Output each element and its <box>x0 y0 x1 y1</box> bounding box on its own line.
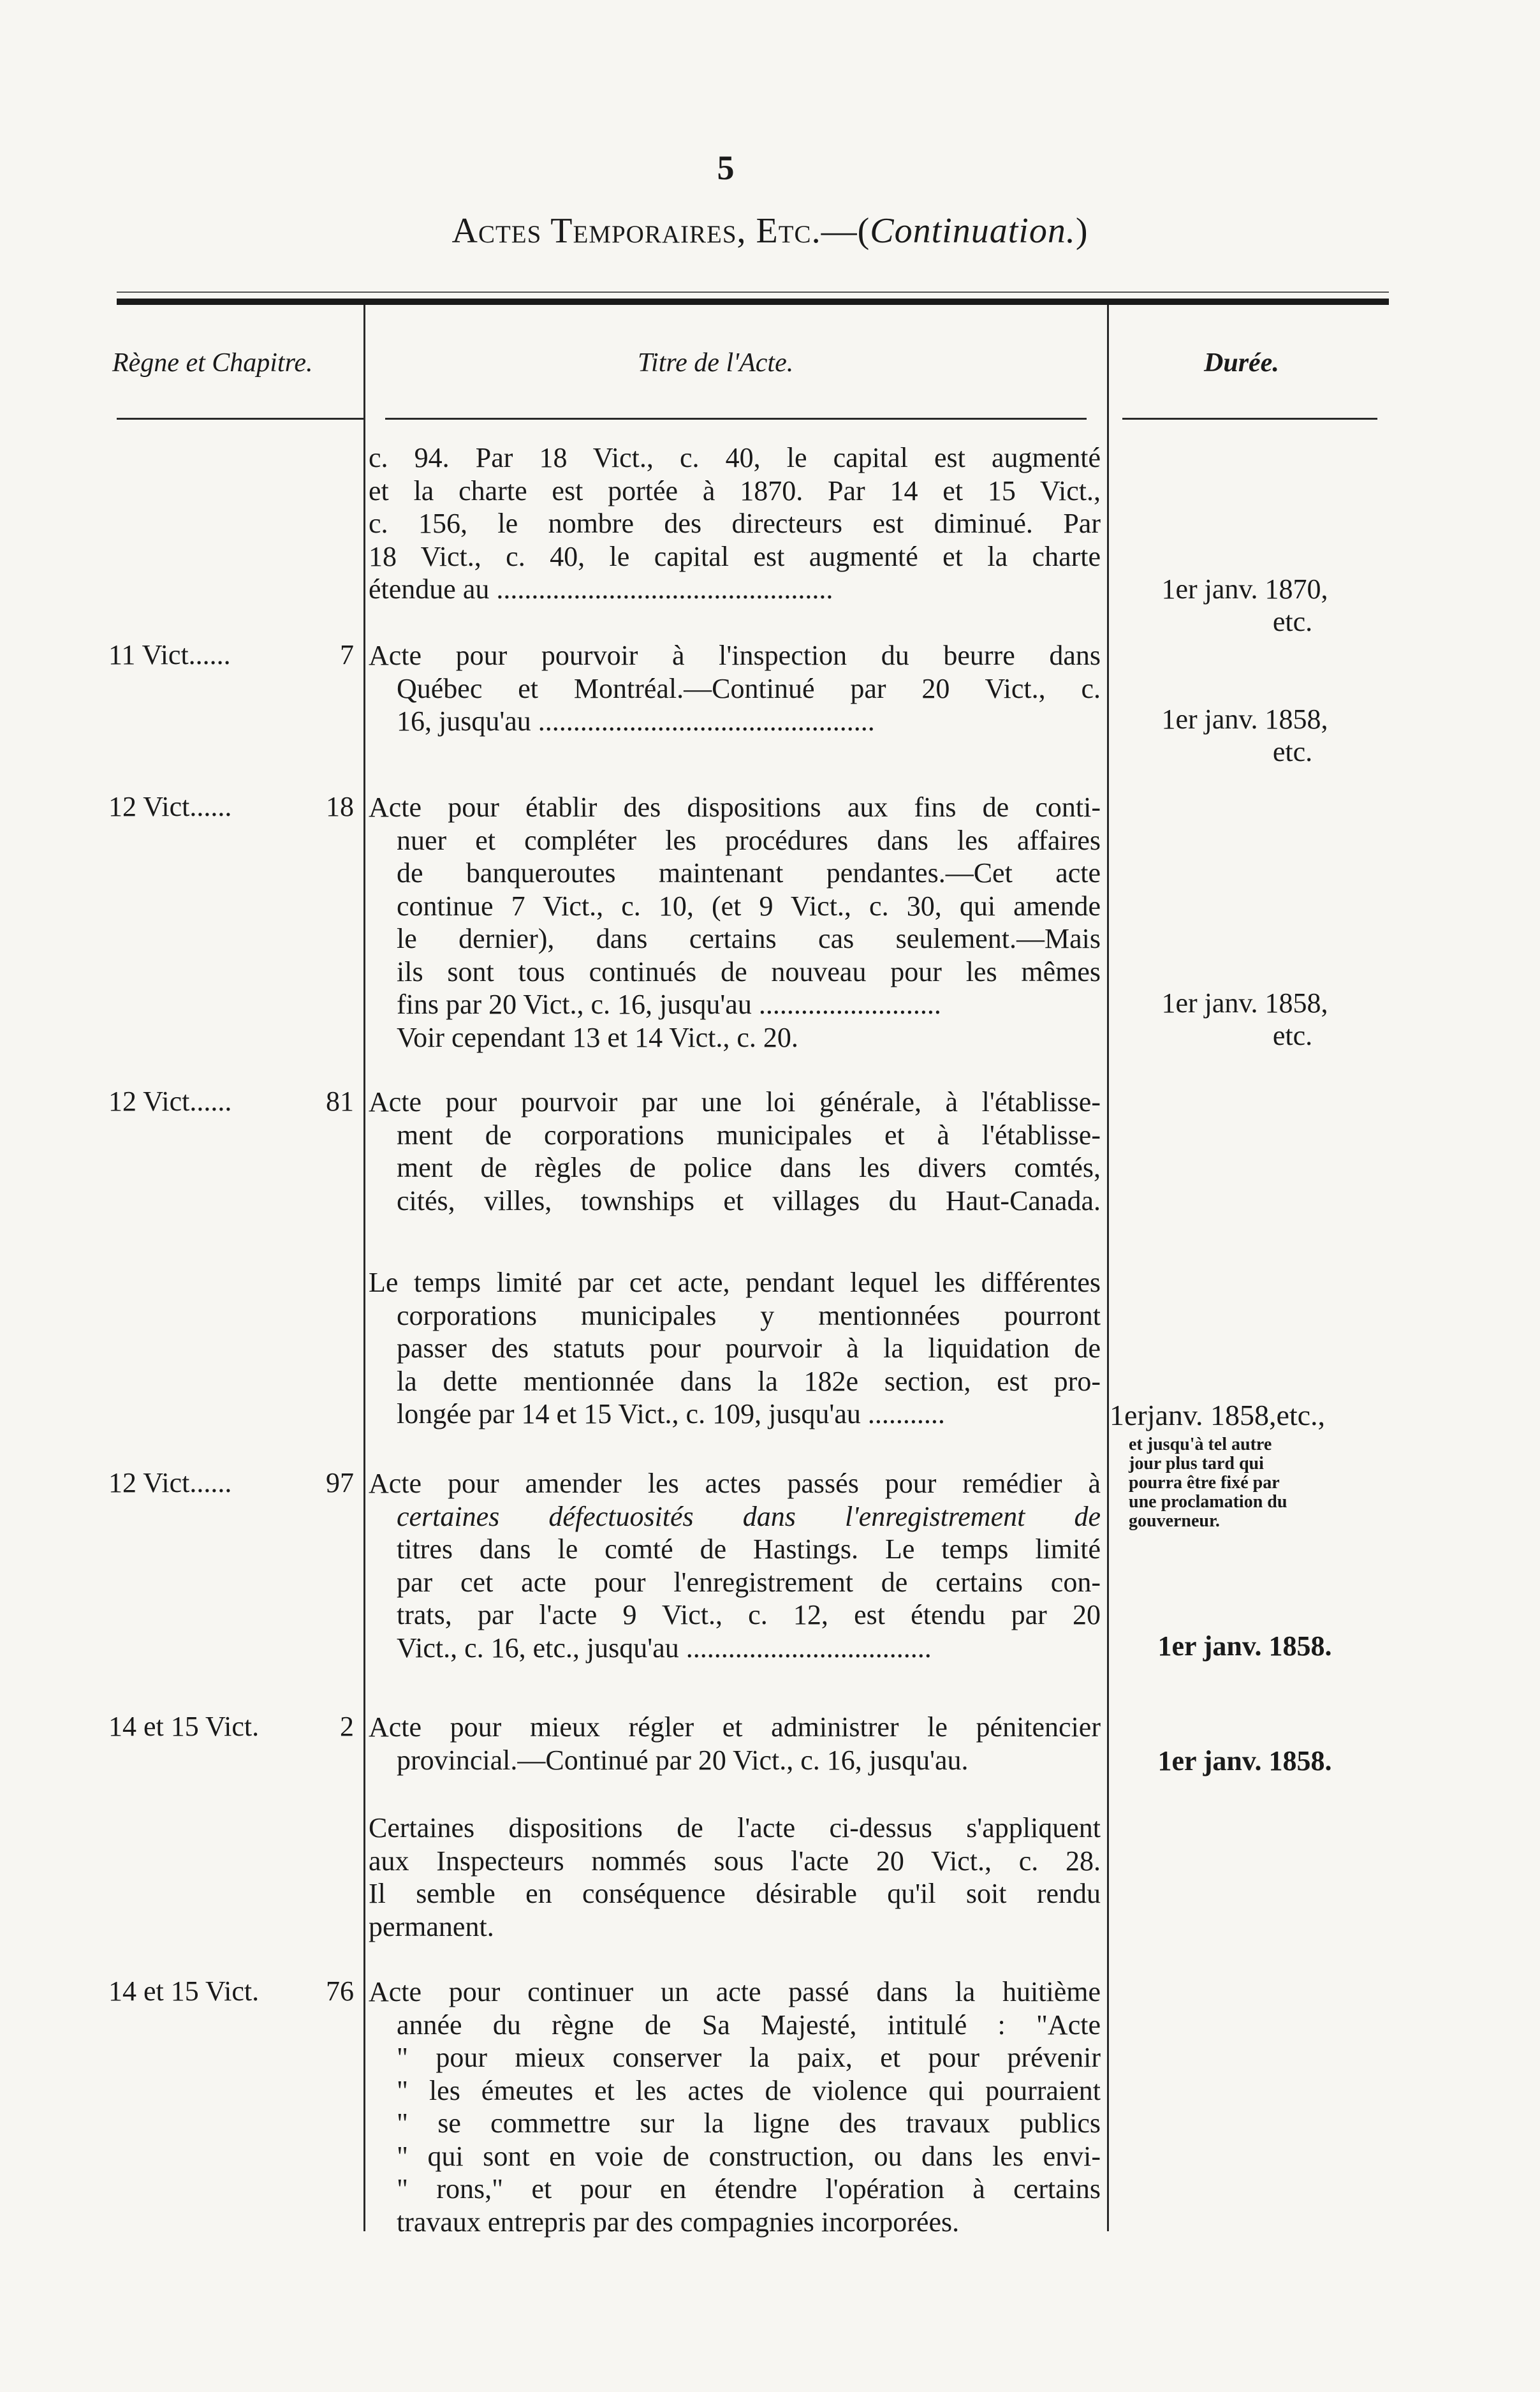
entry-5-duration <box>1111 1745 1379 1777</box>
entry-3-note <box>369 1266 1101 1431</box>
entry-2-duration <box>1111 987 1379 1052</box>
entry-5-text <box>369 1711 1101 1776</box>
column-divider-1 <box>363 305 365 2231</box>
duration-line: 1er janv. 1858. <box>1157 1745 1332 1776</box>
entry-line: nuer et compléter les procédures dans les affaires <box>397 824 1101 856</box>
entry-4-reign <box>108 1466 354 1500</box>
chapter-number: 81 <box>326 1086 354 1117</box>
duration-line: 1er janv. 1858, <box>1161 704 1328 735</box>
entry-1-reign <box>108 638 354 672</box>
duration-note-line: jour plus tard qui <box>1129 1454 1264 1473</box>
reign-label: 14 et 15 Vict. <box>108 1711 260 1742</box>
entry-line: 16, jusqu'au ................................................ <box>397 705 875 737</box>
entry-line: par cet acte pour l'enregistrement de certains con- <box>397 1566 1101 1598</box>
column-header-duration: Durée. <box>1204 348 1279 378</box>
page-title <box>0 210 1540 251</box>
entry-line: cités, villes, townships et villages du Haut-Canada. <box>397 1185 1101 1216</box>
chapter-number: 2 <box>340 1711 354 1742</box>
column-divider-2 <box>1107 305 1109 2231</box>
header-underline-middle <box>385 418 1087 420</box>
entry-line: le dernier), dans certains cas seulement.—Mais <box>397 923 1101 954</box>
duration-line: 1erjanv. 1858,etc., <box>1110 1399 1326 1431</box>
chapter-number: 7 <box>340 639 354 670</box>
duration-line: etc. <box>1272 736 1313 767</box>
note-line: passer des statuts pour pourvoir à la liquidation de <box>397 1333 1101 1364</box>
entry-line: fins par 20 Vict., c. 16, jusqu'au .......................... <box>397 989 941 1020</box>
entry-3-text <box>369 1086 1101 1217</box>
duration-line: 1er janv. 1858. <box>1157 1630 1332 1662</box>
note-line: aux Inspecteurs nommés sous l'acte 20 Vict., c. 28. <box>369 1845 1101 1877</box>
entry-line: " rons," et pour en étendre l'opération à certains <box>397 2173 1101 2204</box>
entry-line: certaines défectuosités dans l'enregistrement de <box>397 1500 1101 1532</box>
entry-line: étendue au ................................................ <box>369 573 833 605</box>
entry-line: Acte pour mieux régler et administrer le pénitencier <box>369 1711 1101 1743</box>
duration-line: etc. <box>1272 606 1313 637</box>
entry-line: année du règne de Sa Majesté, intitulé : "Acte <box>397 2009 1101 2041</box>
chapter-number: 76 <box>326 1975 354 2007</box>
reign-label: 12 Vict...... <box>108 1467 232 1498</box>
entry-5-reign <box>108 1709 354 1744</box>
entry-line: Québec et Montréal.—Continué par 20 Vict., c. <box>397 672 1101 704</box>
entry-2-reign <box>108 790 354 824</box>
entry-4-duration <box>1111 1630 1379 1662</box>
note-line: permanent. <box>369 1910 494 1942</box>
header-underline-right <box>1122 418 1377 420</box>
entry-line: Acte pour pourvoir par une loi générale, à l'établisse- <box>369 1086 1101 1118</box>
entry-line: Voir cependant 13 et 14 Vict., c. 20. <box>397 1021 798 1053</box>
page-title-italic: Continuation. <box>870 211 1076 251</box>
entry-line: et la charte est portée à 1870. Par 14 et 15 Vict., <box>369 475 1101 506</box>
chapter-number: 18 <box>326 791 354 822</box>
entry-line: " qui sont en voie de construction, ou dans les envi- <box>397 2140 1101 2172</box>
note-line: Il semble en conséquence désirable qu'il soit rendu <box>369 1878 1101 1909</box>
entry-line: travaux entrepris par des compagnies incorporées. <box>397 2206 960 2238</box>
note-line: Le temps limité par cet acte, pendant lequel les différentes <box>369 1267 1101 1298</box>
page-number: 5 <box>717 149 735 187</box>
entry-line: titres dans le comté de Hastings. Le temps limité <box>397 1533 1101 1565</box>
entry-line: Acte pour pourvoir à l'inspection du beurre dans <box>369 640 1101 671</box>
entry-1-text <box>369 639 1101 738</box>
entry-4-text <box>369 1467 1101 1664</box>
entry-3-duration <box>1110 1399 1377 1431</box>
entry-3-reign <box>108 1084 354 1119</box>
header-rule-thin <box>117 292 1389 293</box>
note-line: Certaines dispositions de l'acte ci-dessus s'appliquent <box>369 1812 1101 1843</box>
page-title-main: Actes Temporaires, Etc.—( <box>451 211 870 251</box>
entry-line: " se commettre sur la ligne des travaux publics <box>397 2108 1101 2139</box>
duration-line: etc. <box>1272 1020 1313 1051</box>
entry-line: ils sont tous continués de nouveau pour les mêmes <box>397 956 1101 987</box>
entry-5-note <box>369 1812 1101 1943</box>
entry-line: Acte pour amender les actes passés pour remédier à <box>369 1468 1101 1499</box>
entry-line: Acte pour établir des dispositions aux fins de conti- <box>369 792 1101 823</box>
reign-label: 11 Vict...... <box>108 639 231 670</box>
entry-line: de banqueroutes maintenant pendantes.—Cet acte <box>397 857 1101 889</box>
entry-3-duration-note <box>1129 1435 1397 1531</box>
entry-2-text <box>369 791 1101 1054</box>
entry-line: ment de corporations municipales et à l'établisse- <box>397 1119 1101 1151</box>
duration-line: 1er janv. 1870, <box>1161 573 1328 605</box>
reign-label: 14 et 15 Vict. <box>108 1975 260 2007</box>
column-header-reign: Règne et Chapitre. <box>112 348 313 378</box>
reign-label: 12 Vict...... <box>108 1086 232 1117</box>
entry-line: continue 7 Vict., c. 10, (et 9 Vict., c. 30, qui amende <box>397 890 1101 922</box>
duration-note-line: une proclamation du <box>1129 1492 1287 1512</box>
note-line: la dette mentionnée dans la 182e section, est pro- <box>397 1365 1101 1397</box>
note-line: longée par 14 et 15 Vict., c. 109, jusqu'au ........... <box>397 1398 945 1429</box>
entry-line: " les émeutes et les actes de violence qui pourraient <box>397 2074 1101 2106</box>
entry-6-reign <box>108 1974 354 2009</box>
entry-line: Vict., c. 16, etc., jusqu'au ................................... <box>397 1632 932 1664</box>
entry-line: " pour mieux conserver la paix, et pour prévenir <box>397 2042 1101 2073</box>
header-underline-left <box>117 418 363 420</box>
note-line: corporations municipales y mentionnées pourront <box>397 1299 1101 1331</box>
entry-line: Acte pour continuer un acte passé dans la huitième <box>369 1976 1101 2007</box>
duration-note-line: gouverneur. <box>1129 1511 1220 1531</box>
column-header-title: Titre de l'Acte. <box>638 348 794 378</box>
duration-note-line: pourra être fixé par <box>1129 1473 1280 1493</box>
entry-0-text <box>369 441 1101 606</box>
chapter-number: 97 <box>326 1467 354 1498</box>
duration-note-line: et jusqu'à tel autre <box>1129 1435 1272 1454</box>
entry-line: 18 Vict., c. 40, le capital est augmenté et la charte <box>369 540 1101 572</box>
entry-1-duration <box>1111 703 1379 768</box>
entry-0-duration <box>1111 573 1379 638</box>
reign-label: 12 Vict...... <box>108 791 232 822</box>
entry-line: trats, par l'acte 9 Vict., c. 12, est étendu par 20 <box>397 1599 1101 1630</box>
duration-line: 1er janv. 1858, <box>1161 987 1328 1019</box>
entry-6-text <box>369 1975 1101 2238</box>
page-title-close: ) <box>1075 211 1089 251</box>
header-rule-thick <box>117 299 1389 305</box>
entry-line: c. 156, le nombre des directeurs est diminué. Par <box>369 508 1101 539</box>
entry-line: c. 94. Par 18 Vict., c. 40, le capital est augmenté <box>369 442 1101 473</box>
entry-line: ment de règles de police dans les divers comtés, <box>397 1152 1101 1183</box>
entry-line: provincial.—Continué par 20 Vict., c. 16, jusqu'au. <box>397 1744 969 1776</box>
